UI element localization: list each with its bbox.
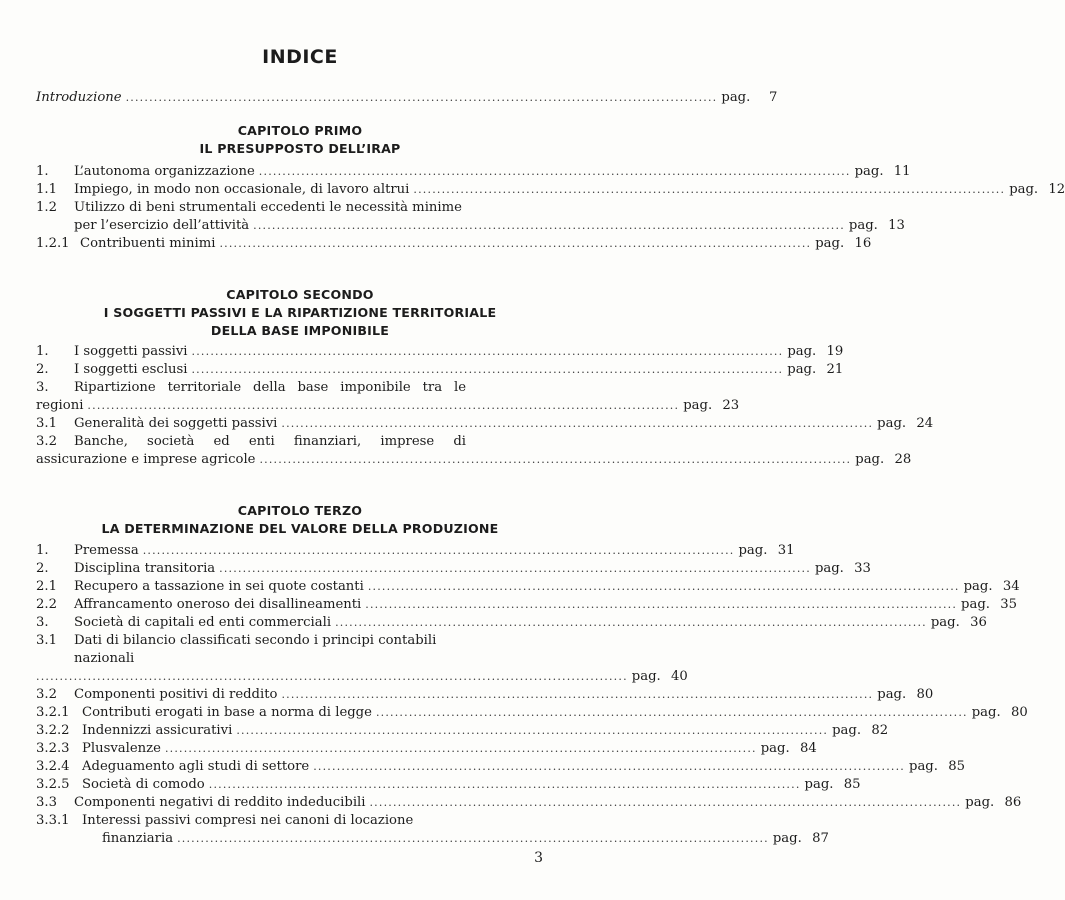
toc-entry-text: assicurazione e imprese agricole (36, 452, 256, 467)
pag-label: pag. (832, 723, 862, 738)
page-ref: 16 (854, 236, 872, 251)
pag-label: pag. (848, 218, 878, 233)
page-ref: 85 (948, 759, 965, 774)
page-ref: 13 (888, 218, 905, 233)
leader-dots: .............................................................................................................................. (36, 670, 628, 683)
pag-label: pag. (721, 90, 751, 105)
section-number: 1. (36, 164, 49, 179)
leader-dots: .............................................................................................................................. (164, 742, 757, 755)
page-ref: 24 (916, 416, 934, 431)
pag-label: pag. (815, 236, 845, 251)
toc-entry-text: Plusvalenze (82, 741, 161, 756)
toc-entry-text: per l’esercizio dell’attività (74, 218, 250, 233)
page-ref: 34 (1002, 579, 1020, 594)
pag-label: pag. (814, 561, 844, 576)
toc-entry-text: Disciplina transitoria (74, 561, 216, 576)
section-number: 1.2 (36, 200, 57, 215)
toc-entry-text: Impiego, in modo non occasionale, di lavoro altrui (74, 182, 410, 197)
page-number: 3 (534, 850, 543, 866)
page-ref: 11 (893, 164, 911, 179)
leader-dots: .............................................................................................................................. (191, 345, 784, 358)
toc-entry[interactable] (36, 704, 1028, 722)
toc-entry[interactable] (36, 794, 1022, 812)
pag-label: pag. (961, 597, 990, 612)
leader-dots: .............................................................................................................................. (367, 580, 960, 593)
leader-dots: .............................................................................................................................. (177, 832, 769, 845)
toc-entry-text: Società di comodo (82, 777, 205, 792)
page-ref: 23 (722, 398, 740, 413)
pag-label: pag. (963, 579, 993, 594)
section-number: 3.3.1 (36, 813, 70, 828)
toc-entry[interactable] (36, 235, 872, 253)
toc-entry-text: regioni (36, 398, 84, 413)
section-number: 3.2 (36, 434, 57, 449)
section-number: 3. (36, 615, 49, 630)
toc-entry-text: Dati di bilancio classificati secondo i principi contabili (74, 633, 437, 648)
toc-entry[interactable] (36, 596, 1018, 614)
page-ref: 80 (1010, 705, 1028, 720)
page-ref: 35 (1000, 597, 1018, 612)
pag-label: pag. (760, 741, 790, 756)
toc-entry-text: I soggetti esclusi (74, 362, 188, 377)
leader-dots: .............................................................................................................................. (191, 363, 784, 376)
section-number: 3.2.4 (36, 759, 70, 774)
page-ref: 7 (768, 90, 778, 105)
page-ref: 31 (777, 543, 795, 558)
toc-entry-continuation[interactable] (36, 451, 912, 469)
pag-label: pag. (965, 795, 995, 810)
page-ref: 85 (843, 777, 861, 792)
section-number: 3.1 (36, 633, 57, 648)
section-number: 3.2.1 (36, 705, 70, 720)
toc-entry-text: nazionali (74, 651, 135, 666)
leader-dots: .............................................................................................................................. (87, 399, 680, 412)
toc-entry-continuation[interactable] (36, 217, 905, 235)
pag-label: pag. (854, 164, 884, 179)
pag-label: pag. (1009, 182, 1039, 197)
pag-label: pag. (877, 687, 907, 702)
toc-entry-line[interactable] (36, 650, 543, 668)
toc-entry-text: Contributi erogati in base a norma di legge (82, 705, 372, 720)
page-ref: 33 (854, 561, 871, 576)
section-number: 2. (36, 561, 49, 576)
leader-dots: .............................................................................................................................. (258, 165, 851, 178)
pag-label: pag. (909, 759, 938, 774)
section-number: 1.1 (36, 182, 57, 197)
chapter-subtitle: LA DETERMINAZIONE DEL VALORE DELLA PRODUZIONE (101, 521, 499, 536)
page-ref: 84 (799, 741, 817, 756)
leader-dots: .............................................................................................................................. (219, 237, 812, 250)
toc-entry-text: Introduzione (36, 90, 122, 105)
page-ref: 82 (871, 723, 889, 738)
toc-entry-line[interactable] (36, 812, 543, 830)
section-number: 3.2 (36, 687, 57, 702)
leader-dots: .............................................................................................................................. (335, 616, 927, 629)
leader-dots: .............................................................................................................................. (236, 724, 829, 737)
section-number: 1. (36, 344, 49, 359)
toc-entry[interactable] (36, 542, 795, 560)
toc-entry-line[interactable] (36, 632, 543, 650)
toc-entry[interactable] (36, 361, 844, 379)
page-ref: 87 (812, 831, 829, 846)
pag-label: pag. (855, 452, 885, 467)
leader-dots: .............................................................................................................................. (219, 562, 811, 575)
section-number: 3.2.5 (36, 777, 70, 792)
toc-entry-text: Ripartizione territoriale della base imponibile tra le (74, 380, 466, 395)
chapter-heading: CAPITOLO PRIMO (237, 123, 363, 138)
page-ref: 21 (826, 362, 844, 377)
toc-entry-text: Recupero a tassazione in sei quote costanti (74, 579, 364, 594)
section-number: 3.3 (36, 795, 57, 810)
chapter-subtitle: IL PRESUPPOSTO DELL’IRAP (199, 141, 401, 156)
toc-entry-text: finanziaria (102, 831, 174, 846)
toc-entry[interactable] (36, 740, 817, 758)
leader-dots: .............................................................................................................................. (413, 183, 1006, 196)
page-ref: 86 (1004, 795, 1022, 810)
pag-label: pag. (787, 344, 817, 359)
section-number: 3.2.2 (36, 723, 70, 738)
leader-dots: .............................................................................................................................. (125, 91, 718, 104)
toc-entry-text: Interessi passivi compresi nei canoni di locazione (82, 813, 414, 828)
toc-entry-text: Componenti positivi di reddito (74, 687, 278, 702)
toc-entry-text: Indennizzi assicurativi (82, 723, 233, 738)
toc-entry-continuation[interactable] (36, 830, 829, 848)
page-ref: 19 (826, 344, 844, 359)
toc-entry-text: Banche, società ed enti finanziari, imprese di (74, 434, 466, 449)
toc-entry[interactable] (36, 181, 1065, 199)
leader-dots: .............................................................................................................................. (142, 544, 735, 557)
section-number: 3.1 (36, 416, 57, 431)
leader-dots: .............................................................................................................................. (375, 706, 968, 719)
toc-entry-text: Società di capitali ed enti commerciali (74, 615, 332, 630)
toc-entry-text: Premessa (74, 543, 139, 558)
toc-entry[interactable] (36, 776, 861, 794)
page-ref: 80 (916, 687, 934, 702)
section-number: 1. (36, 543, 49, 558)
toc-entry-text: Utilizzo di beni strumentali eccedenti le necessità minime (74, 200, 462, 215)
leader-dots: .............................................................................................................................. (365, 598, 958, 611)
leader-dots: .............................................................................................................................. (281, 688, 874, 701)
toc-entry-continuation[interactable] (36, 668, 688, 686)
pag-label: pag. (787, 362, 817, 377)
section-number: 2.2 (36, 597, 57, 612)
page-ref: 12 (1048, 182, 1065, 197)
toc-entry-introduzione[interactable] (36, 89, 778, 107)
pag-label: pag. (772, 831, 802, 846)
section-number: 3.2.3 (36, 741, 70, 756)
page-ref: 36 (970, 615, 987, 630)
toc-entry-text: L’autonoma organizzazione (74, 164, 255, 179)
page-ref: 28 (894, 452, 912, 467)
chapter-heading: CAPITOLO SECONDO (226, 287, 374, 302)
toc-entry-text: Componenti negativi di reddito indeducibili (74, 795, 366, 810)
toc-entry[interactable] (36, 686, 934, 704)
pag-label: pag. (971, 705, 1001, 720)
toc-entry-text: Adeguamento agli studi di settore (82, 759, 310, 774)
toc-entry-text: Affrancamento oneroso dei disallineamenti (74, 597, 362, 612)
leader-dots: .............................................................................................................................. (208, 778, 801, 791)
leader-dots: .............................................................................................................................. (313, 760, 905, 773)
toc-entry-line[interactable] (36, 433, 543, 451)
toc-entry[interactable] (36, 722, 889, 740)
toc-entry[interactable] (36, 343, 844, 361)
pag-label: pag. (804, 777, 834, 792)
pag-label: pag. (738, 543, 768, 558)
toc-entry[interactable] (36, 163, 911, 181)
section-number: 2. (36, 362, 49, 377)
chapter-heading: CAPITOLO TERZO (237, 503, 363, 518)
toc-entry-text: Contribuenti minimi (80, 236, 216, 251)
toc-entry-line[interactable] (36, 379, 543, 397)
leader-dots: .............................................................................................................................. (281, 417, 874, 430)
chapter-subtitle: I SOGGETTI PASSIVI E LA RIPARTIZIONE TERRITORIALE (103, 305, 497, 320)
chapter-subtitle: DELLA BASE IMPONIBILE (210, 323, 390, 338)
leader-dots: .............................................................................................................................. (259, 453, 852, 466)
toc-entry[interactable] (36, 415, 934, 433)
toc-entry-text: I soggetti passivi (74, 344, 188, 359)
leader-dots: .............................................................................................................................. (369, 796, 962, 809)
toc-entry[interactable] (36, 614, 987, 632)
toc-entry[interactable] (36, 560, 871, 578)
pag-label: pag. (683, 398, 713, 413)
leader-dots: .............................................................................................................................. (253, 219, 845, 232)
section-number: 3. (36, 380, 49, 395)
section-number: 2.1 (36, 579, 57, 594)
toc-entry-line[interactable] (36, 199, 543, 217)
pag-label: pag. (877, 416, 907, 431)
page-title: INDICE (262, 46, 338, 68)
section-number: 1.2.1 (36, 236, 70, 251)
toc-entry[interactable] (36, 578, 1020, 596)
toc-entry-continuation[interactable] (36, 397, 740, 415)
toc-entry[interactable] (36, 758, 965, 776)
pag-label: pag. (930, 615, 960, 630)
page-ref: 40 (671, 669, 688, 684)
pag-label: pag. (631, 669, 661, 684)
toc-entry-text: Generalità dei soggetti passivi (74, 416, 278, 431)
